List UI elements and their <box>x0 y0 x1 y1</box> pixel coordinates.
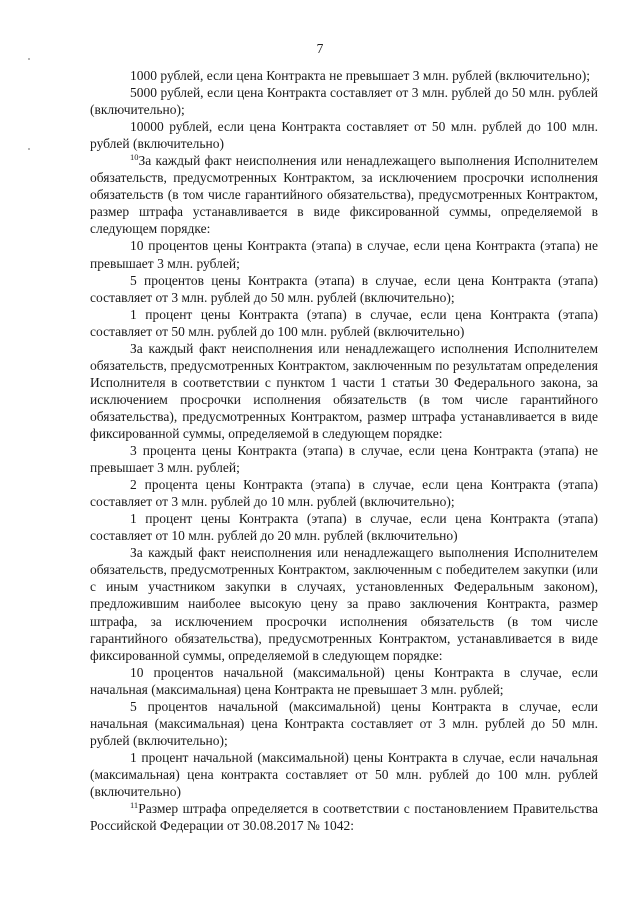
footnote-marker: 10 <box>130 152 139 163</box>
paragraph-text: 2 процента цены Контракта (этапа) в случае, если цена Контракта (этапа) составляет от 3 млн. рублей до 10 млн. рублей (включительно); <box>90 477 598 510</box>
paragraph-text: За каждый факт неисполнения или ненадлежащего выполнения Исполнителем обязательств, предусмотренных Контрактом, заключенным с победителем закупки (или с иным участником закупки в случаях, установленных Федеральным законом), предложившим наиболее высокую цену за право заключения Контракта, размер штрафа, за исключением просрочки исполнения обязательств (в том числе гарантийного обязательства), предусмотренных Контрактом, устанавливается в виде фиксированной суммы, определяемой в следующем порядке: <box>90 545 598 663</box>
paragraph <box>90 749 598 800</box>
document-body <box>90 67 598 834</box>
paragraph-text: 5 процентов цены Контракта (этапа) в случае, если цена Контракта (этапа) составляет от 3 млн. рублей до 50 млн. рублей (включительно); <box>90 272 598 305</box>
paragraph-text: 10 процентов начальной (максимальной) цены Контракта в случае, если начальная (максимальная) цена Контракта не превышает 3 млн. рублей; <box>90 664 598 697</box>
paragraph-text: За каждый факт неисполнения или ненадлежащего исполнения Исполнителем обязательств, предусмотренных Контрактом, заключенным по результатам определения Исполнителя в соответствии с пунктом 1 части 1 статьи 30 Федерального закона, за исключением просрочки исполнения обязательств (в том числе гарантийного обязательства), предусмотренных Контрактом, размер штрафа устанавливается в виде фиксированной суммы, определяемой в следующем порядке: <box>90 340 598 441</box>
paragraph <box>90 664 598 698</box>
page-number: 7 <box>316 41 324 56</box>
paragraph-text: 1 процент цены Контракта (этапа) в случае, если цена Контракта (этапа) составляет от 10 млн. рублей до 20 млн. рублей (включительно) <box>90 511 598 544</box>
paragraph <box>90 118 598 152</box>
paragraph <box>90 67 598 84</box>
paragraph-text: 1 процент начальной (максимальной) цены Контракта в случае, если начальная (максимальная) цена контракта составляет от 50 млн. рублей до 100 млн. рублей (включительно) <box>90 749 598 799</box>
paragraph-text: 10000 рублей, если цена Контракта составляет от 50 млн. рублей до 100 млн. рублей (включительно) <box>90 119 598 152</box>
paragraph <box>90 84 598 118</box>
paragraph <box>90 272 598 306</box>
paragraph <box>90 698 598 749</box>
scan-artifact-mark <box>28 58 30 60</box>
scan-artifact-mark <box>28 148 30 150</box>
paragraph <box>90 510 598 544</box>
paragraph <box>90 152 598 237</box>
paragraph-text: 1 процент цены Контракта (этапа) в случае, если цена Контракта (этапа) составляет от 50 млн. рублей до 100 млн. рублей (включительно) <box>90 306 598 339</box>
paragraph-text: Размер штрафа определяется в соответствии с постановлением Правительства Российской Федерации от 30.08.2017 № 1042: <box>90 801 598 834</box>
paragraph <box>90 306 598 340</box>
paragraph-text: 5 процентов начальной (максимальной) цены Контракта в случае, если начальная (максимальная) цена Контракта составляет от 3 млн. рублей до 50 млн. рублей (включительно); <box>90 698 598 748</box>
paragraph <box>90 800 598 834</box>
footnote-marker: 11 <box>130 800 139 811</box>
paragraph <box>90 340 598 442</box>
paragraph-text: 1000 рублей, если цена Контракта не превышает 3 млн. рублей (включительно); <box>130 68 590 83</box>
paragraph <box>90 476 598 510</box>
paragraph <box>90 544 598 663</box>
paragraph-text: 3 процента цены Контракта (этапа) в случае, если цена Контракта (этапа) не превышает 3 млн. рублей; <box>90 443 598 476</box>
paragraph-text: 5000 рублей, если цена Контракта составляет от 3 млн. рублей до 50 млн. рублей (включительно); <box>90 85 598 118</box>
paragraph-text: 10 процентов цены Контракта (этапа) в случае, если цена Контракта (этапа) не превышает 3 млн. рублей; <box>90 238 598 271</box>
paragraph-text: За каждый факт неисполнения или ненадлежащего выполнения Исполнителем обязательств, предусмотренных Контрактом, за исключением просрочки исполнения обязательств (в том числе гарантийного обязательства), предусмотренных Контрактом, размер штрафа устанавливается в виде фиксированной суммы, определяемой в следующем порядке: <box>90 153 598 237</box>
paragraph <box>90 237 598 271</box>
paragraph <box>90 442 598 476</box>
